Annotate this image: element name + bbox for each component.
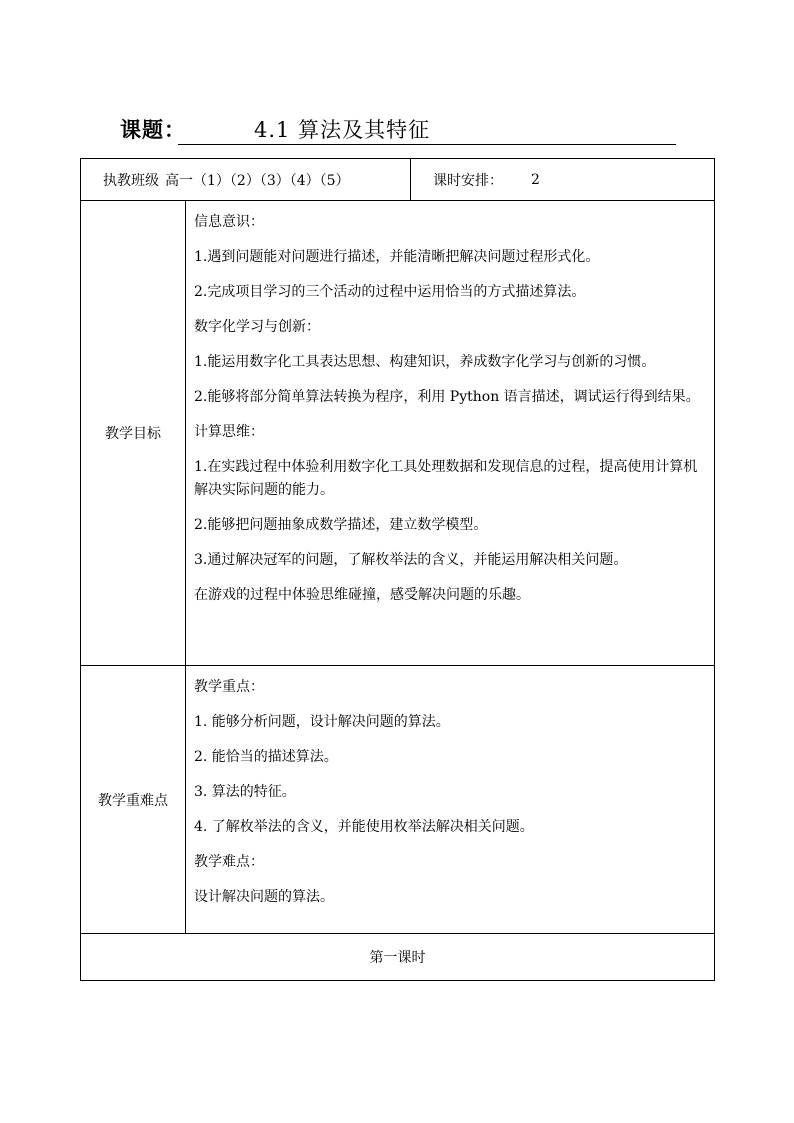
key-points-row bbox=[81, 666, 715, 934]
objective-line: 1.在实践过程中体验利用数字化工具处理数据和发现信息的过程，提高使用计算机解决实际问题的能力。 bbox=[194, 459, 698, 498]
objectives-label: 教学目标 bbox=[81, 201, 186, 666]
objective-line: 1.遇到问题能对问题进行描述，并能清晰把解决问题过程形式化。 bbox=[194, 249, 600, 265]
objective-line: 1.能运用数字化工具表达思想、构建知识，养成数字化学习与创新的习惯。 bbox=[194, 354, 656, 370]
objective-line: 计算思维： bbox=[194, 424, 264, 440]
key-point-line: 4. 了解枚举法的含义，并能使用枚举法解决相关问题。 bbox=[194, 819, 534, 835]
objective-line: 信息意识： bbox=[194, 214, 264, 230]
key-point-line: 1. 能够分析问题，设计解决问题的算法。 bbox=[194, 714, 450, 730]
key-points-label: 教学重难点 bbox=[81, 666, 186, 934]
key-point-line: 教学难点： bbox=[194, 854, 264, 870]
title-underline bbox=[178, 144, 676, 145]
key-point-line: 3. 算法的特征。 bbox=[194, 784, 296, 800]
title-row bbox=[120, 112, 676, 146]
key-point-line: 设计解决问题的算法。 bbox=[194, 889, 334, 905]
class-label: 执教班级 bbox=[103, 172, 159, 189]
objectives-row bbox=[81, 201, 715, 666]
objective-line: 在游戏的过程中体验思维碰撞，感受解决问题的乐趣。 bbox=[194, 587, 530, 603]
class-value: 高一（1）（2）（3）（4）（5） bbox=[165, 172, 350, 189]
session-row bbox=[81, 934, 715, 981]
objective-line: 3.通过解决冠军的问题，了解枚举法的含义，并能运用解决相关问题。 bbox=[194, 552, 628, 568]
objectives-content bbox=[186, 201, 715, 666]
class-info bbox=[81, 159, 411, 200]
objective-line: 2.能够把问题抽象成数学描述，建立数学模型。 bbox=[194, 517, 488, 533]
header-cell bbox=[81, 159, 715, 201]
objective-line: 2.完成项目学习的三个活动的过程中运用恰当的方式描述算法。 bbox=[194, 284, 586, 300]
lesson-title: 4.1 算法及其特征 bbox=[254, 118, 431, 142]
title-label: 课题： bbox=[120, 118, 186, 142]
objective-line: 2.能够将部分简单算法转换为程序，利用 Python 语言描述，调试运行得到结果。 bbox=[194, 389, 700, 405]
objective-line: 数字化学习与创新： bbox=[194, 319, 320, 335]
header-row bbox=[81, 159, 715, 201]
session-title: 第一课时 bbox=[81, 934, 715, 981]
schedule-info bbox=[411, 159, 714, 200]
key-points-content bbox=[186, 666, 715, 934]
key-point-line: 2. 能恰当的描述算法。 bbox=[194, 749, 338, 765]
schedule-label: 课时安排： bbox=[433, 172, 503, 189]
lesson-plan-table bbox=[80, 158, 715, 981]
key-point-line: 教学重点： bbox=[194, 679, 264, 695]
schedule-value: 2 bbox=[531, 171, 540, 188]
